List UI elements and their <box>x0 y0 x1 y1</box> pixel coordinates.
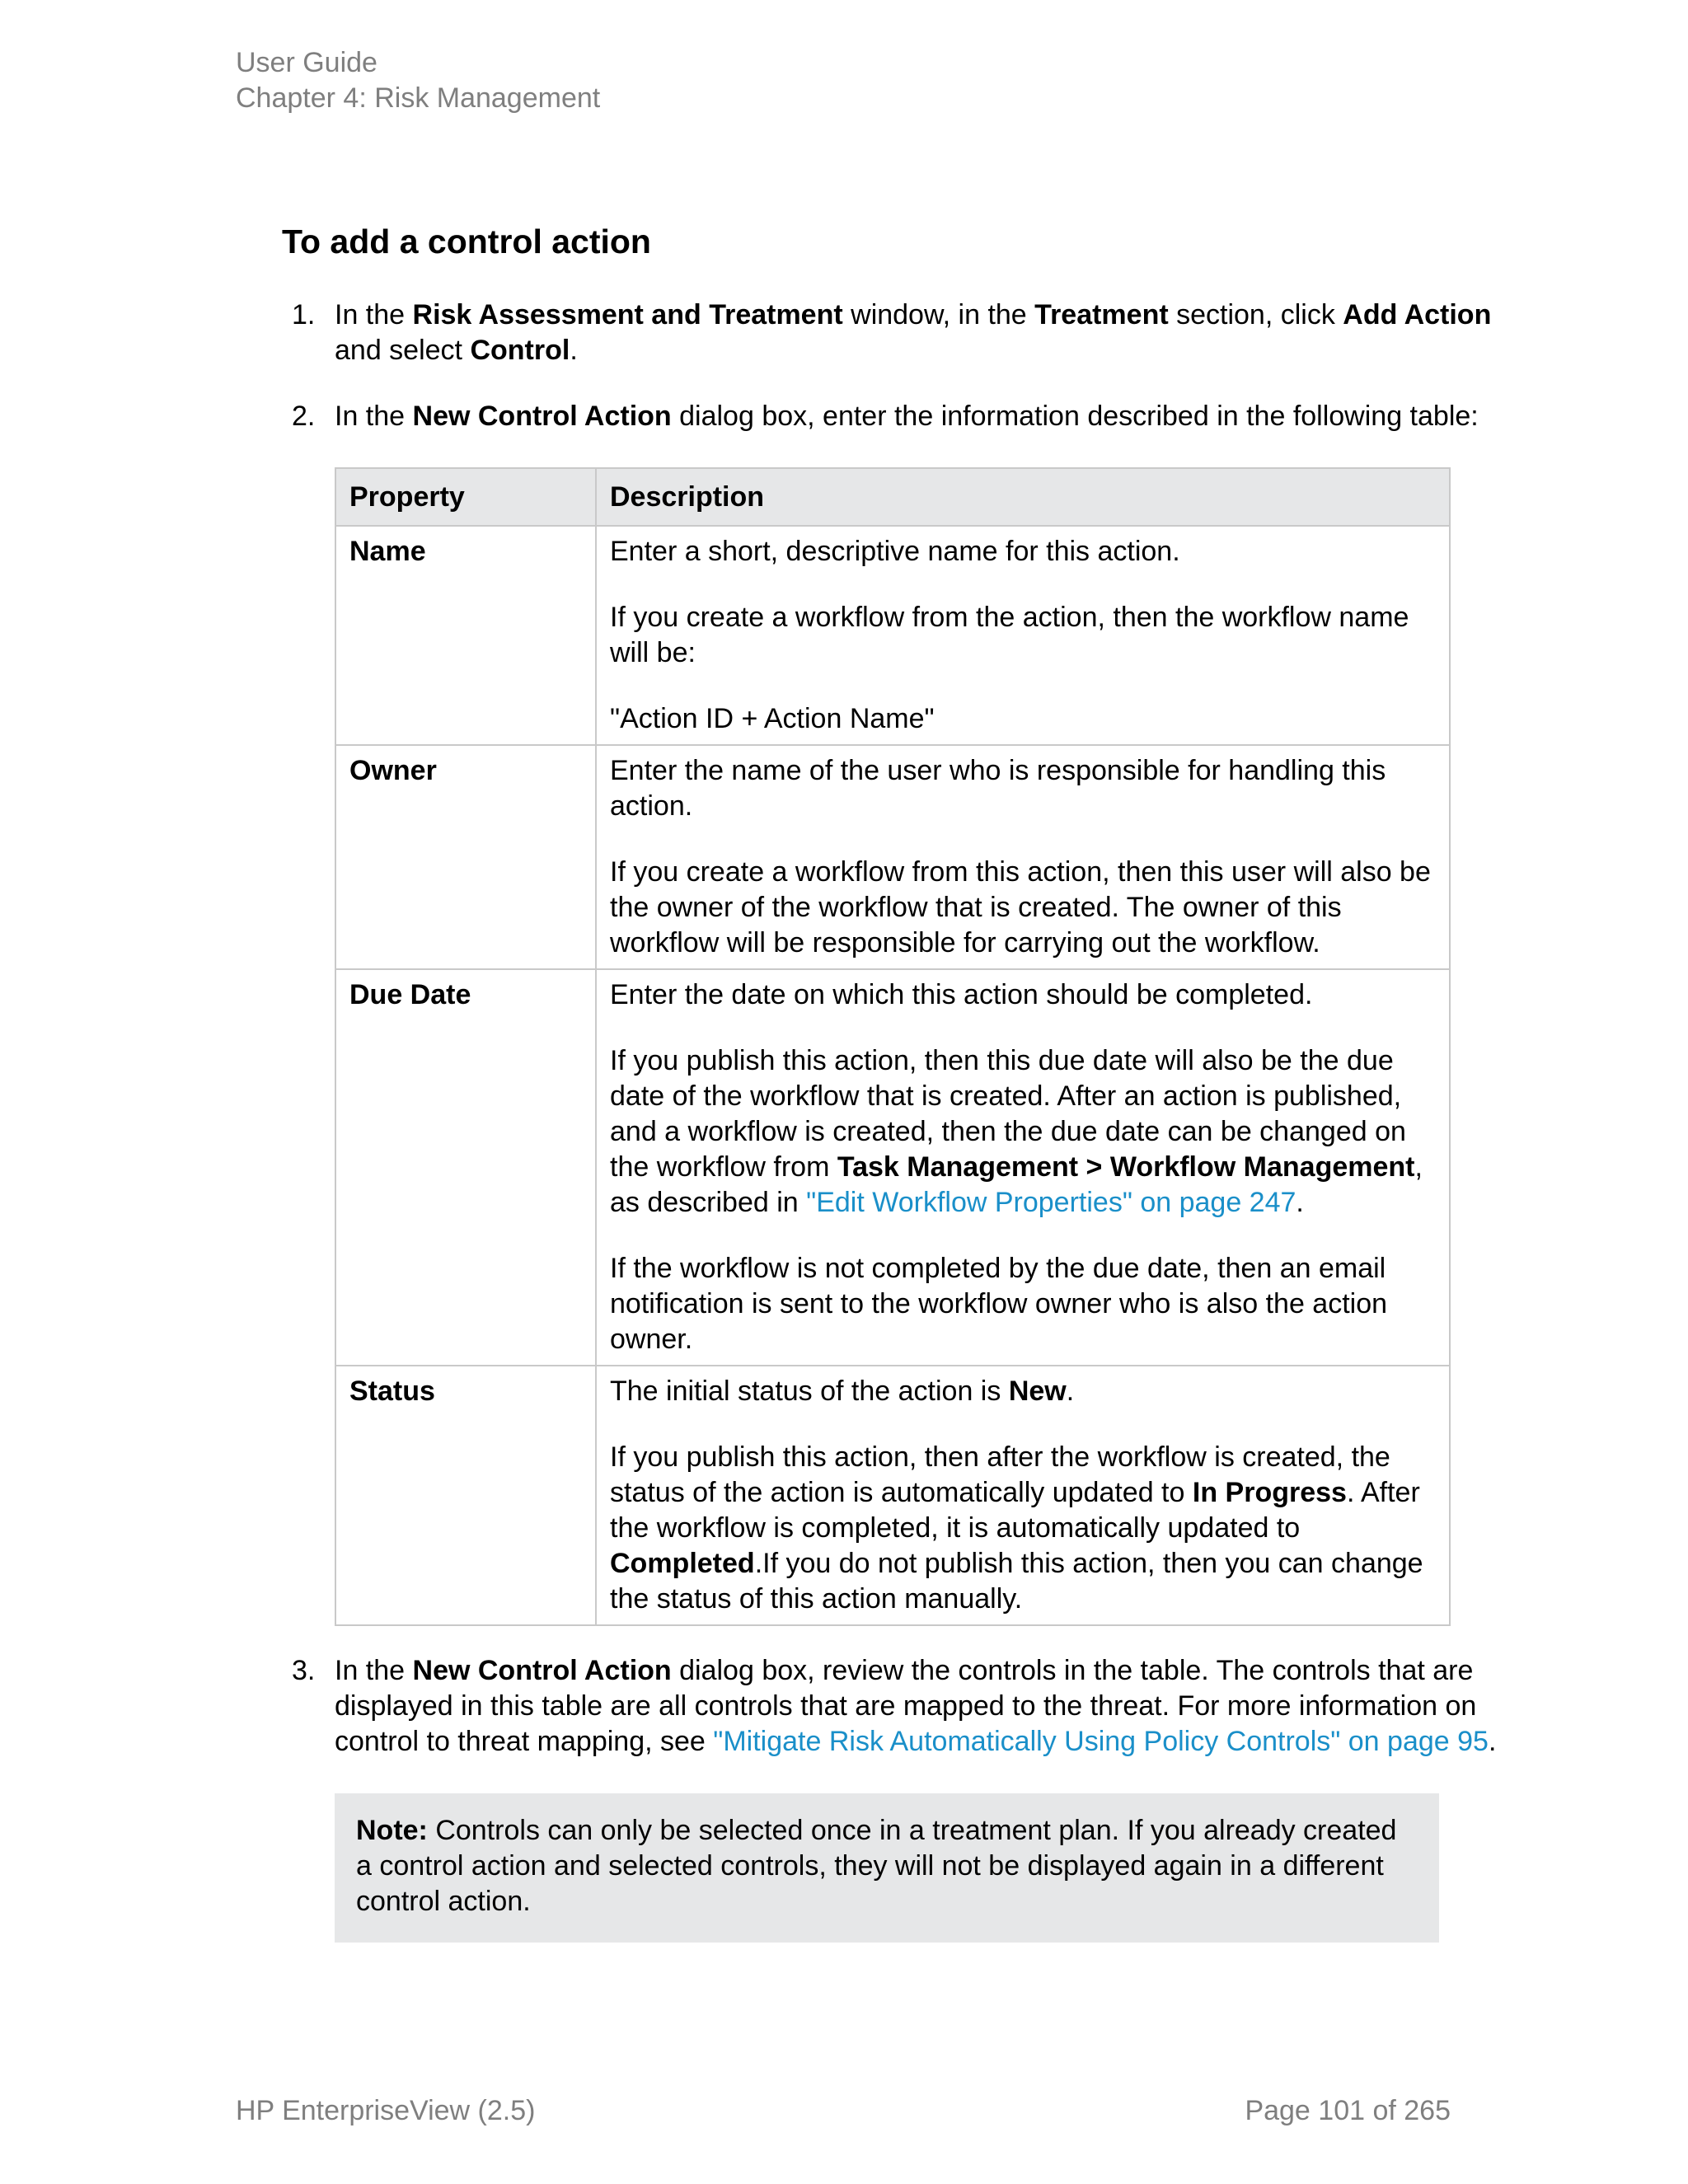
table-header-row <box>335 468 1450 526</box>
header-chapter-title: Chapter 4: Risk Management <box>236 82 601 114</box>
column-header-description: Description <box>596 468 1450 526</box>
running-header <box>236 45 600 116</box>
step-number: 3. <box>292 1655 316 1686</box>
mitigate-risk-link[interactable]: "Mitigate Risk Automatically Using Policy Controls" on page 95 <box>713 1726 1489 1757</box>
table-row-name <box>335 526 1450 745</box>
edit-workflow-properties-link[interactable]: "Edit Workflow Properties" on page 247 <box>806 1187 1296 1218</box>
ui-label-risk-assessment-window: Risk Assessment and Treatment <box>412 299 843 330</box>
property-table <box>335 467 1451 1626</box>
ui-label-treatment-section: Treatment <box>1034 299 1169 330</box>
header-guide-title: User Guide <box>236 47 377 78</box>
note-text: Controls can only be selected once in a treatment plan. If you already created a control action and selected controls, they will not be displayed again in a different control action. <box>356 1815 1397 1917</box>
property-name-cell: Due Date <box>335 969 596 1366</box>
step-text: In the New Control Action dialog box, enter the information described in the following table: <box>335 401 1479 432</box>
table-row-due-date <box>335 969 1450 1366</box>
footer-page-number: Page 101 of 265 <box>1245 2095 1451 2126</box>
ui-label-new-control-action: New Control Action <box>412 401 672 432</box>
footer-product: HP EnterpriseView (2.5) <box>236 2095 536 2126</box>
table-row-status <box>335 1366 1450 1625</box>
step-number: 2. <box>292 401 316 432</box>
ui-label-control: Control <box>470 335 570 366</box>
status-value-new: New <box>1008 1376 1067 1407</box>
table-row-owner <box>335 745 1450 969</box>
ui-label-workflow-management-path: Task Management > Workflow Management <box>837 1151 1415 1183</box>
description-cell: Enter the date on which this action should be completed. If you publish this action, then this due date will also be the due date of the workflow that is created. After an action is published, and a workflow is created, then the due date can be changed on the workflow from Task Management > Workflow Management, as described in "Edit Workflow Properties" on page 247. If the workflow is not completed by the due date, then an email notification is sent to the workflow owner who is also the action owner. <box>596 969 1450 1366</box>
description-cell: Enter the name of the user who is responsible for handling this action. If you create a workflow from this action, then this user will also be the owner of the workflow that is created. The owner of this workflow will be responsible for carrying out the workflow. <box>596 745 1450 969</box>
description-cell: Enter a short, descriptive name for this action. If you create a workflow from the action, then the workflow name will be: "Action ID + Action Name" <box>596 526 1450 745</box>
description-cell: The initial status of the action is New. If you publish this action, then after the workflow is created, the status of the action is automatically updated to In Progress. After the workflow is completed, it is automatically updated to Completed.If you do not publish this action, then you can change the status of this action manually. <box>596 1366 1450 1625</box>
step-text: In the Risk Assessment and Treatment window, in the Treatment section, click Add Action and select Control. <box>335 299 1492 366</box>
ui-label-new-control-action: New Control Action <box>412 1655 672 1686</box>
property-name-cell: Name <box>335 526 596 745</box>
status-value-in-progress: In Progress <box>1192 1477 1347 1508</box>
property-name-cell: Owner <box>335 745 596 969</box>
step-number: 1. <box>292 299 316 330</box>
section-title: To add a control action <box>282 223 651 260</box>
column-header-property: Property <box>335 468 596 526</box>
property-name-cell: Status <box>335 1366 596 1625</box>
status-value-completed: Completed <box>610 1548 755 1579</box>
note-label: Note: <box>356 1815 428 1846</box>
step-text: In the New Control Action dialog box, review the controls in the table. The controls that are displayed in this table are all controls that are mapped to the threat. For more information on control to threat mapping, see "Mitigate Risk Automatically Using Policy Controls" on page 95. <box>335 1655 1497 1757</box>
ui-label-add-action: Add Action <box>1343 299 1492 330</box>
note-box <box>335 1793 1439 1943</box>
